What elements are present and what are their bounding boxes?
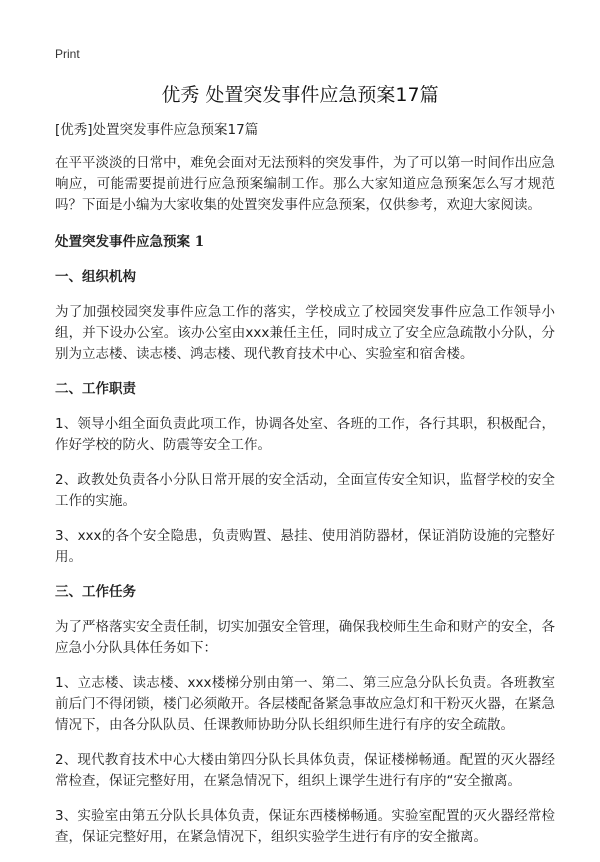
print-label: Print [55,47,80,61]
section-heading-tasks: 三、工作任务 [55,584,136,600]
paragraph: 为了严格落实安全责任制，切实加强安全管理，确保我校师生生命和财产的安全，各应急小分队具体任务如下： [55,619,555,656]
paragraph: 3、实验室由第五分队长具体负责，保证东西楼梯畅通。实验室配置的灭火器经常检查，保证完整好用，在紧急情况下，组织实验学生进行有序的安全撤离。 [55,808,555,845]
paragraph: 1、立志楼、读志楼、xxx楼梯分别由第一、第二、第三应急分队长负责。各班教室前后门不得闭锁，楼门必须敞开。各层楼配备紧急事故应急灯和干粉灭火器，在紧急情况下，由各分队队员、任课教师协助分队长组织师生进行有序的安全疏散。 [55,675,555,733]
plan-heading: 处置突发事件应急预案 1 [55,234,205,250]
paragraph: 2、现代教育技术中心大楼由第四分队长具体负责，保证楼梯畅通。配置的灭火器经常检查，保证完整好用，在紧急情况下，组织上课学生进行有序的“安全撤离。 [55,752,555,789]
paragraph: 3、xxx的各个安全隐患，负责购置、悬挂、使用消防器材，保证消防设施的完整好用。 [55,528,555,565]
document-subtitle: [优秀]处置突发事件应急预案17篇 [55,122,259,138]
paragraph: 2、政教处负责各小分队日常开展的安全活动，全面宣传安全知识，监督学校的安全工作的实施。 [55,472,555,509]
paragraph: 1、领导小组全面负责此项工作，协调各处室、各班的工作，各行其职，积极配合，作好学校的防火、防震等安全工作。 [55,416,555,453]
document-title: 优秀 处置突发事件应急预案17篇 [161,84,439,106]
intro-paragraph: 在平平淡淡的日常中，难免会面对无法预料的突发事件，为了可以第一时间作出应急响应，可能需要提前进行应急预案编制工作。那么大家知道应急预案怎么写才规范吗？下面是小编为大家收集的处置突发事件应急预案，仅供参考，欢迎大家阅读。 [55,155,555,213]
section-heading-organization: 一、组织机构 [55,269,136,285]
section-heading-duties: 二、工作职责 [55,381,136,397]
document-body [55,120,555,862]
paragraph: 为了加强校园突发事件应急工作的落实，学校成立了校园突发事件应急工作领导小组，并下设办公室。该办公室由xxx兼任主任，同时成立了安全应急疏散小分队，分别为立志楼、读志楼、鸿志楼、现代教育技术中心、实验室和宿舍楼。 [55,304,555,362]
